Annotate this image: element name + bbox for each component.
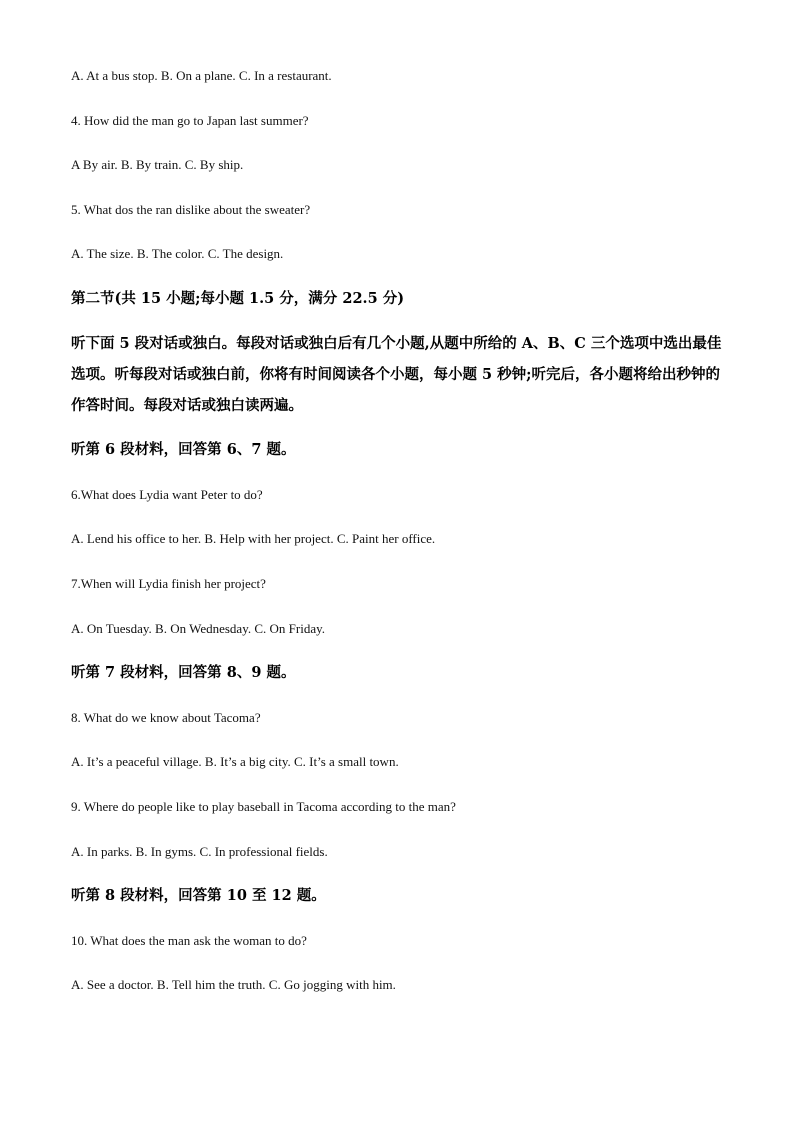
answer-options-q10: A. See a doctor. B. Tell him the truth. C. Go jogging with him. [71,977,396,992]
answer-options-q3: A. At a bus stop. B. On a plane. C. In a restaurant. [71,68,332,83]
answer-options-q5: A. The size. B. The color. C. The design. [71,246,284,261]
question-8: 8. What do we know about Tacoma? [71,710,261,725]
material-6-heading: 听第 6 段材料，回答第 6、7 题。 [71,441,296,458]
question-6: 6.What does Lydia want Peter to do? [71,487,263,502]
question-4: 4. How did the man go to Japan last summer? [71,113,309,128]
question-10: 10. What does the man ask the woman to do? [71,933,307,948]
material-7-heading: 听第 7 段材料，回答第 8、9 题。 [71,664,296,681]
material-8-heading: 听第 8 段材料，回答第 10 至 12 题。 [71,887,326,904]
answer-options-q4: A By air. B. By train. C. By ship. [71,157,244,172]
section-instructions: 听下面 5 段对话或独白。每段对话或独白后有几个小题,从题中所给的 A、B、C 三个选项中选出最佳选项。听每段对话或独白前，你将有时间阅读各个小题，每小题 5 秒钟;听完后，各小题将给出秒钟的作答时间。每段对话或独白读两遍。 [71,335,722,414]
answer-options-q7: A. On Tuesday. B. On Wednesday. C. On Friday. [71,621,326,636]
answer-options-q6: A. Lend his office to her. B. Help with her project. C. Paint her office. [71,531,436,546]
question-5: 5. What dos the ran dislike about the sweater? [71,202,311,217]
answer-options-q8: A. It’s a peaceful village. B. It’s a big city. C. It’s a small town. [71,754,399,769]
answer-options-q9: A. In parks. B. In gyms. C. In professional fields. [71,844,328,859]
question-7: 7.When will Lydia finish her project? [71,576,266,591]
section-heading: 第二节(共 15 小题;每小题 1.5 分，满分 22.5 分) [71,290,405,307]
question-9: 9. Where do people like to play baseball in Tacoma according to the man? [71,799,456,814]
